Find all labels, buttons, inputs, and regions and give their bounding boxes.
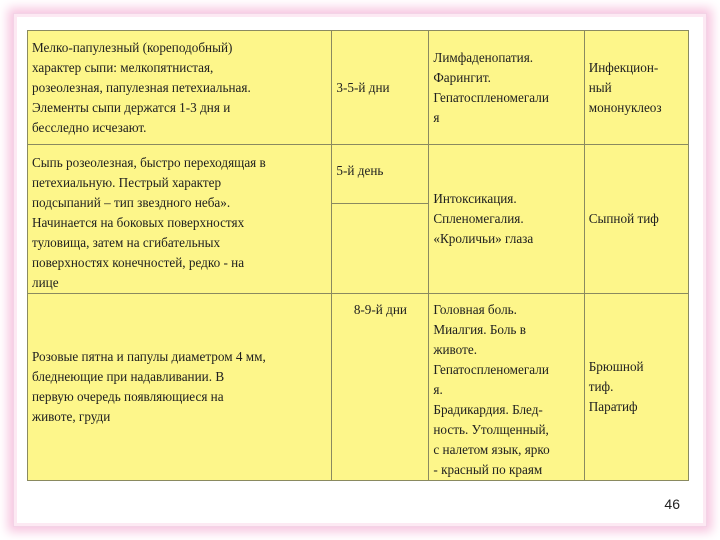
symptoms-cell	[429, 294, 584, 481]
onset-day-cell	[332, 145, 429, 294]
disease-cell	[584, 294, 688, 481]
onset-day-cell	[332, 31, 429, 145]
table-row	[28, 31, 689, 145]
symptoms-cell	[429, 31, 584, 145]
rash-description-cell	[28, 145, 332, 294]
cell-divider	[332, 203, 428, 293]
rash-description: Мелко-папулезный (кореподобный) характер сыпи: мелкопятнистая, розеолезная, папулезная петехиальная. Элементы сыпи держатся 1-3 дня и бесследно исчезают.	[32, 39, 251, 135]
onset-day: 3-5-й дни	[336, 79, 390, 95]
page-number: 46	[664, 496, 680, 512]
symptoms: Лимфаденопатия. Фарингит. Гепатоспленомегали я	[433, 49, 549, 125]
disease-cell	[584, 31, 688, 145]
table-row	[28, 294, 689, 481]
disease-name: Сыпной тиф	[588, 211, 659, 226]
onset-day: 8-9-й дни	[353, 302, 407, 317]
onset-day-cell	[332, 294, 429, 481]
symptoms: Интоксикация. Спленомегалия. «Кроличьи» глаза	[433, 191, 534, 246]
disease-name: Брюшной тиф. Паратиф	[588, 359, 644, 414]
table-row	[28, 145, 689, 294]
rash-description: Сыпь розеолезная, быстро переходящая в петехиальную. Пестрый характер подсыпаний – тип звездного неба». Начинается на боковых поверхностях туловища, затем на сгибательных поверхностях конечностей, редко - на лице	[32, 155, 266, 290]
symptoms-cell	[429, 145, 584, 294]
onset-day: 5-й день	[336, 163, 384, 178]
disease-cell	[584, 145, 688, 294]
differential-diagnosis-table	[27, 30, 689, 481]
rash-description-cell	[28, 294, 332, 481]
disease-name: Инфекцион- ный мононуклеоз	[588, 59, 662, 115]
rash-description: Розовые пятна и папулы диаметром 4 мм, бледнеющие при надавливании. В первую очередь появляющиеся на животе, груди	[32, 349, 266, 424]
symptoms: Головная боль. Миалгия. Боль в животе. Гепатоспленомегали я. Брадикардия. Блед- ность. Утолщенный, с налетом язык, ярко - красный по краям	[433, 302, 550, 477]
rash-description-cell	[28, 31, 332, 145]
